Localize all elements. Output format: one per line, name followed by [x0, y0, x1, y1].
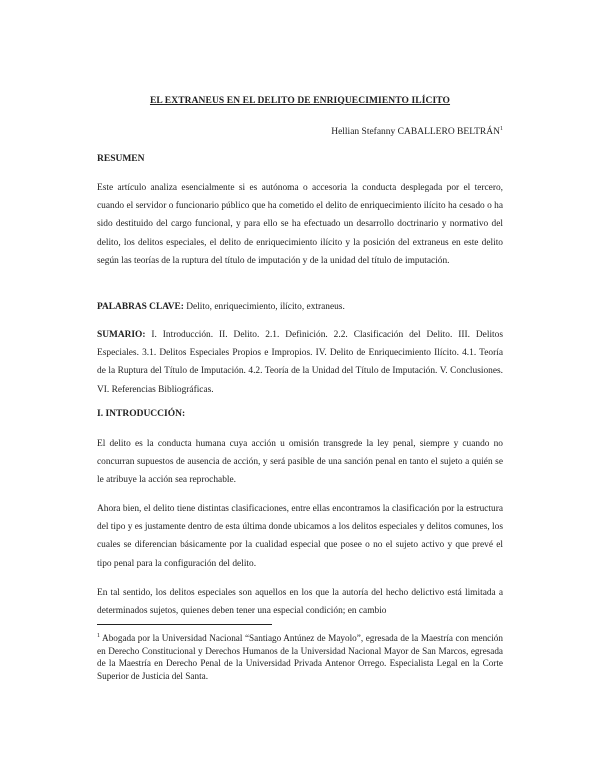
sumario-label: SUMARIO:: [97, 330, 146, 340]
footnote-mark: 1: [97, 633, 100, 639]
author-line: [97, 126, 503, 137]
intro-paragraph-2: Ahora bien, el delito tiene distintas clasificaciones, entre ellas encontramos la clasificación por la estructura del tipo y es justamente dentro de esta última donde ubicamos a los delitos especiales y delitos comunes, los cuales se diferencian básicamente por la cualidad especial que posee o no el sujeto activo y que prevé el tipo penal para la configuración del delito.: [97, 504, 503, 569]
intro-paragraph-3: En tal sentido, los delitos especiales son aquellos en los que la autoría del hecho delictivo está limitada a determinados sujetos, quienes deben tener una especial condición; en cambio: [97, 588, 503, 617]
resumen-paragraph: Este artículo analiza esencialmente si es autónoma o accesoria la conducta desplegada por el tercero, cuando el servidor o funcionario público que ha cometido el delito de enriquecimiento ilícito ha cesado o ha sido destituido del cargo funcional, y para ello se ha efectuado un desarrollo doctrinario y normativo del delito, los delitos especiales, el delito de enriquecimiento ilícito y la posición del extraneus en este delito según las teorías de la ruptura del título de imputación y de la unidad del título de imputación.: [97, 183, 503, 266]
paper-title: EL EXTRANEUS EN EL DELITO DE ENRIQUECIMIENTO ILÍCITO: [149, 96, 451, 106]
resumen-heading: RESUMEN: [97, 154, 145, 164]
author-footnote-mark: 1: [500, 126, 503, 132]
keywords-paragraph: [97, 298, 503, 316]
footnote: [97, 630, 503, 682]
keywords-label: PALABRAS CLAVE:: [97, 302, 184, 312]
footnote-text: Abogada por la Universidad Nacional “Santiago Antúnez de Mayolo”, egresada de la Maestría con mención en Derecho Constitucional y Derechos Humanos de la Universidad Nacional Mayor de San Marcos, egresada de la Maestría en Derecho Penal de la Universidad Privada Antenor Orrego. Especialista Legal en la Corte Superior de Justicia del Santa.: [97, 633, 503, 681]
author-name: Hellian Stefanny CABALLERO BELTRÁN: [331, 127, 500, 138]
sumario-text: I. Introducción. II. Delito. 2.1. Definición. 2.2. Clasificación del Delito. III. Delitos Especiales. 3.1. Delitos Especiales Propios e Impropios. IV. Delito de Enriquecimiento Ilícito. 4.1. Teoría de la Ruptura del Título de Imputación. 4.2. Teoría de la Unidad del Título de Imputación. V. Conclusiones. VI. Referencias Bibliográficas.: [97, 330, 503, 395]
intro-paragraph-1: El delito es la conducta humana cuya acción u omisión transgrede la ley penal, siempre y cuando no concurran supuestos de ausencia de acción, y será pasible de una sanción penal en tanto el sujeto a quién se le atribuye la acción sea reprochable.: [97, 439, 503, 486]
sumario-paragraph: [97, 326, 503, 399]
footnote-divider: [97, 624, 272, 625]
keywords-text: Delito, enriquecimiento, ilícito, extraneus.: [183, 302, 345, 312]
introduction-heading: I. INTRODUCCIÓN:: [97, 409, 186, 419]
